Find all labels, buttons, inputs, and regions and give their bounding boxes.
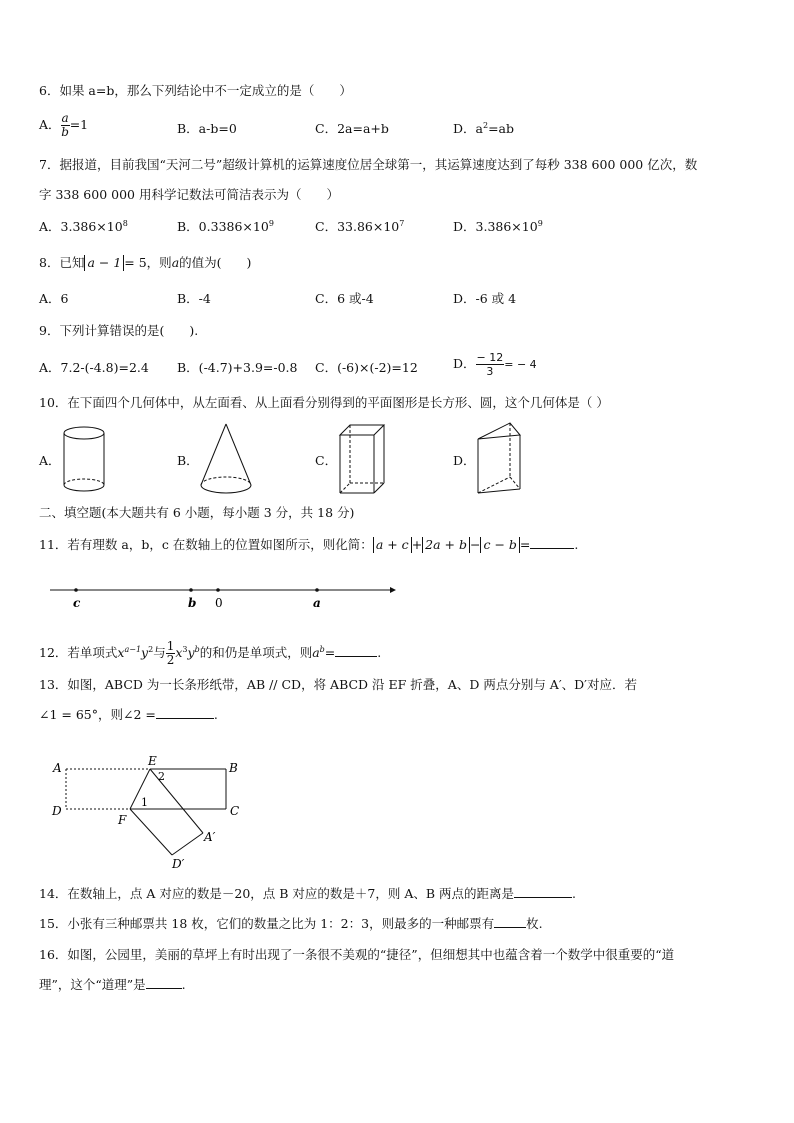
label-b: b <box>188 596 197 610</box>
q7-option-d: D．$3.386\times 10^9$ <box>453 219 543 234</box>
q8-abs-expression: a − 1 <box>84 255 124 271</box>
label-c: c <box>73 596 81 610</box>
cylinder-figure <box>58 423 110 497</box>
svg-text:B: B <box>229 761 238 775</box>
label-a: a <box>313 596 321 610</box>
q10-option-c: C． <box>315 453 338 468</box>
svg-text:D: D <box>52 804 62 818</box>
point-a-dot <box>315 588 319 592</box>
svg-text:D′: D′ <box>172 857 185 871</box>
label-0: 0 <box>215 596 223 610</box>
q7-option-c: C．$33.86\times 10^7$ <box>315 219 405 234</box>
triangular-prism-figure <box>472 419 528 499</box>
q10-option-a: A． <box>39 453 61 468</box>
rectangular-prism-figure <box>334 421 390 499</box>
svg-text:F: F <box>118 813 127 827</box>
svg-text:A′: A′ <box>204 830 216 844</box>
q10-option-b: B． <box>177 453 199 468</box>
section-2-heading: 二、填空题(本大题共有 6 小题，每小题 3 分，共 18 分) <box>39 505 355 520</box>
origin-dot <box>216 588 220 592</box>
q9-stem: 9．下列计算错误的是( ). <box>39 323 199 338</box>
q15-stem: 15．小张有三种邮票共 18 枚，它们的数量之比为 1：2：3，则最多的一种邮票有 枚. <box>39 916 543 931</box>
q16-line2: 理”，这个“道理”是 . <box>39 977 186 992</box>
q13-line2: ∠1 = 65°，则∠2 = . <box>39 707 218 722</box>
q10-option-d: D． <box>453 453 476 468</box>
point-b-dot <box>189 588 193 592</box>
q16-line1: 16．如图，公园里，美丽的草坪上有时出现了一条很不美观的“捷径”，但细想其中也蕴含着一个数学中很重要的“道 <box>39 947 675 962</box>
svg-text:A: A <box>53 761 62 775</box>
q7-option-b: B．$0.3386\times 10^9$ <box>177 219 274 234</box>
svg-text:1: 1 <box>141 796 148 809</box>
cone-figure <box>196 421 256 499</box>
q8-option-b: B．-4 <box>177 291 211 306</box>
q9-option-b: B．(-4.7)+3.9=-0.8 <box>177 360 298 375</box>
folded-strip-figure <box>48 752 258 876</box>
q6-option-a: A． $\frac{a}{b}$ =1 <box>39 111 89 139</box>
point-c-dot <box>74 588 78 592</box>
svg-text:2: 2 <box>158 770 165 783</box>
q7-stem-line2: 字 338 600 000 用科学记数法可简洁表示为（ ） <box>39 187 339 202</box>
q14-stem: 14．在数轴上，点 A 对应的数是－20，点 B 对应的数是＋7，则 A、B 两点的距离是 . <box>39 886 577 901</box>
svg-text:E: E <box>148 754 157 768</box>
q6-stem: 6．如果 a=b，那么下列结论中不一定成立的是（ ） <box>39 83 352 98</box>
q8-option-d: D．-6 或 4 <box>453 291 517 306</box>
q9-option-a: A．7.2-(-4.8)=2.4 <box>39 360 149 375</box>
q10-stem: 10．在下面四个几何体中，从左面看、从上面看分别得到的平面图形是长方形、圆，这个几何体是（ ） <box>39 395 609 410</box>
q6-option-c: C．2a=a+b <box>315 121 389 136</box>
q8-option-c: C．6 或-4 <box>315 291 374 306</box>
q8-stem: 8．已知 a − 1 = 5，则a的值为( ) <box>39 255 252 270</box>
q13-line1: 13．如图，ABCD 为一长条形纸带，AB // CD，将 ABCD 沿 EF 折叠，A、D 两点分别与 A′、D′对应．若 <box>39 677 638 692</box>
number-line-figure <box>45 578 400 612</box>
q7-stem-line1: 7．据报道，目前我国“天河二号”超级计算机的运算速度位居全球第一，其运算速度达到了每秒 338 600 000 亿次，数 <box>39 157 698 172</box>
q6-option-d: D．$a^2=ab$ <box>453 121 515 136</box>
q8-option-a: A．6 <box>39 291 69 306</box>
q7-option-a: A．$3.386\times 10^8$ <box>39 219 128 234</box>
q6-option-b: B．a-b=0 <box>177 121 237 136</box>
q12-stem: 12．若单项式$x^{a-1}y^2$与 $\frac{1}{2}$ $x^3y^b$的和仍是单项式，则$a^b=$ . <box>39 639 382 667</box>
svg-text:C: C <box>230 804 240 818</box>
q9-option-c: C．(-6)×(-2)=12 <box>315 360 418 375</box>
q9-option-d: D． $\frac{- 12}{3}$ = − 4 <box>453 351 537 378</box>
q11-stem: 11．若有理数 a，b，c 在数轴上的位置如图所示，则化简： a + c + 2a + b − c − b = . <box>39 537 579 552</box>
